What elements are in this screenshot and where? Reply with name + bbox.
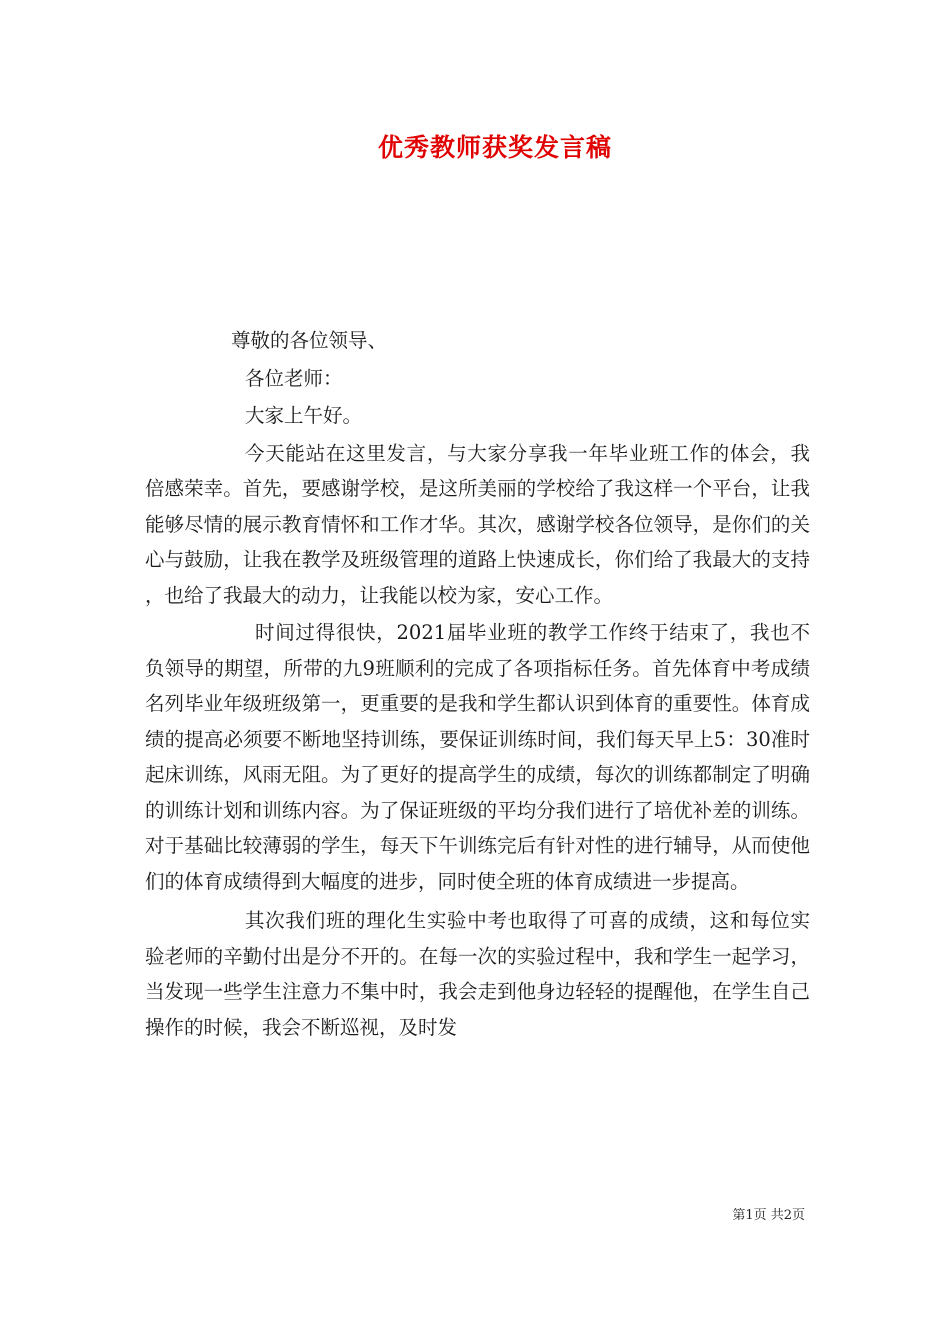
salutation-teachers: 各位老师： xyxy=(245,366,343,390)
paragraph-sports-results: 时间过得很快，2021届毕业班的教学工作终于结束了，我也不负领导的期望，所带的九9班顺利的完成了各项指标任务。首先体育中考成绩名列毕业年级班级第一，更重要的是我和学生都认识到体育的重要性。体育成绩的提高必须要不断地坚持训练，要保证训练时间，我们每天早上5：30准时起床训练，风雨无阻。为了更好的提高学生的成绩，每次的训练都制定了明确的训练计划和训练内容。为了保证班级的平均分我们进行了培优补差的训练。对于基础比较薄弱的学生，每天下午训练完后有针对性的进行辅导，从而使他们的体育成绩得到大幅度的进步，同时使全班的体育成绩进一步提高。 xyxy=(145,621,810,893)
paragraph-gratitude: 今天能站在这里发言，与大家分享我一年毕业班工作的体会，我倍感荣幸。首先，要感谢学校，是这所美丽的学校给了我这样一个平台，让我能够尽情的展示教育情怀和工作才华。其次，感谢学校各位领导，是你们的关心与鼓励，让我在教学及班级管理的道路上快速成长，你们给了我最大的支持，也给了我最大的动力，让我能以校为家，安心工作。 xyxy=(145,441,810,607)
paragraph-lab-exam: 其次我们班的理化生实验中考也取得了可喜的成绩，这和每位实验老师的辛勤付出是分不开的。在每一次的实验过程中，我和学生一起学习，当发现一些学生注意力不集中时，我会走到他身边轻轻的提醒他，在学生自己操作的时候，我会不断巡视，及时发 xyxy=(145,909,810,1039)
document-body xyxy=(145,323,810,1047)
salutation-greeting: 大家上午好。 xyxy=(245,404,363,427)
page-number-footer: 第1页 共2页 xyxy=(732,1208,805,1223)
salutation-leaders: 尊敬的各位领导、 xyxy=(231,329,388,352)
document-title: 优秀教师获奖发言稿 xyxy=(377,133,612,162)
